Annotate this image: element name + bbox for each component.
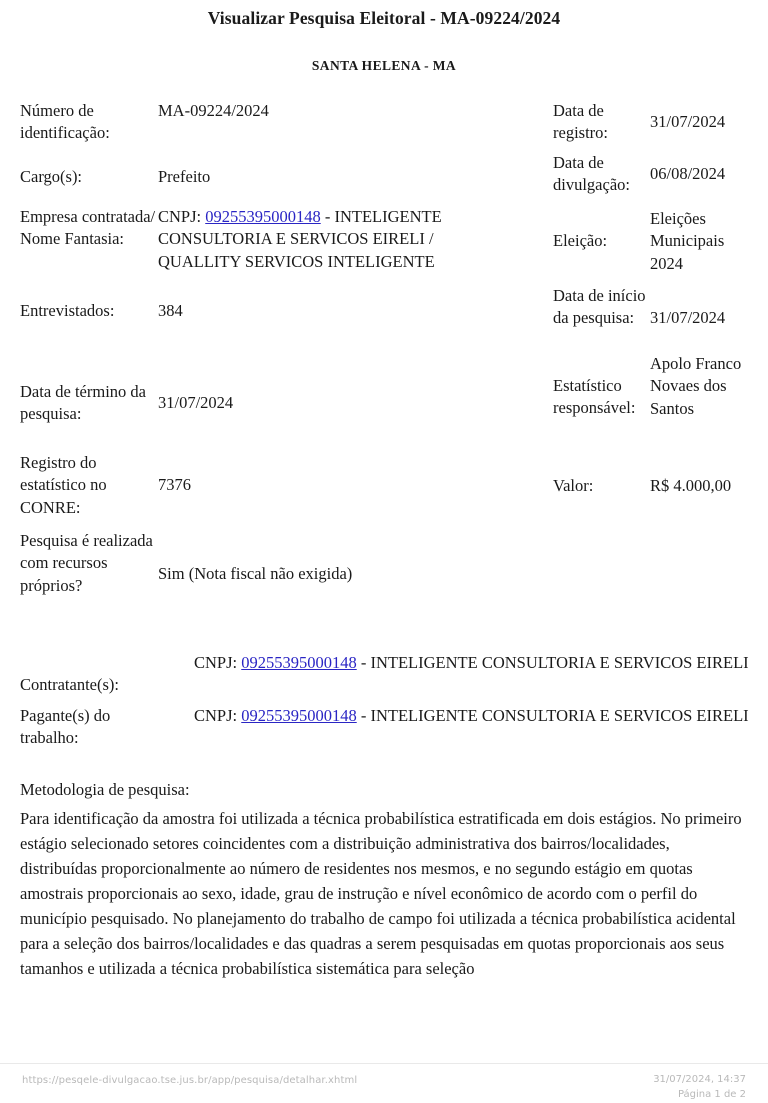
- field-valor: [553, 475, 758, 497]
- footer-meta: [653, 1073, 746, 1102]
- label-data-inicio: Data de início da pesquisa:: [553, 286, 646, 328]
- field-data-registro: [553, 100, 758, 145]
- value-contratante: [172, 652, 750, 674]
- field-data-termino: [20, 381, 520, 426]
- label-pagante: Pagante(s) do trabalho:: [20, 706, 111, 748]
- cnpj-prefix-contratante: CNPJ:: [194, 653, 242, 672]
- footer-timestamp: 31/07/2024, 14:37: [653, 1074, 746, 1085]
- value-valor: R$ 4.000,00: [650, 476, 732, 495]
- value-recursos-proprios: Sim (Nota fiscal não exigida): [158, 564, 353, 583]
- methodology-body: Para identificação da amostra foi utilizada a técnica probabilística estratificada em dois estágios. No primeiro estágio selecionado setores coincidentes com a distribuição administrativa dos bairros/localidades, distribuídas proporcionalmente ao número de residentes nos mesmos, e no segundo estágio em quotas amostrais proporcionais ao sexo, idade, grau de instrução e nível econômico de acordo com o perfil do município pesquisado. No planejamento do trabalho de campo foi utilizada a técnica probabilística acidental para a seleção dos bairros/localidades e das quadras a serem pesquisadas em quotas proporcionais aos seus tamanhos e utilizada a técnica probabilística sistemática para seleção: [20, 809, 742, 979]
- value-data-inicio: 31/07/2024: [650, 308, 726, 327]
- field-empresa-contratada: [20, 206, 520, 273]
- value-empresa-contratada: [158, 206, 520, 273]
- label-numero-identificacao: Número de identificação:: [20, 101, 110, 143]
- methodology-title: Metodologia de pesquisa:: [20, 780, 190, 799]
- label-data-divulgacao: Data de divulgação:: [553, 153, 630, 195]
- value-estatistico-responsavel: Apolo Franco Novaes dos Santos: [650, 354, 742, 418]
- field-data-divulgacao: [553, 152, 758, 197]
- field-recursos-proprios: [20, 530, 520, 597]
- label-entrevistados: Entrevistados:: [20, 301, 115, 320]
- field-contratante: [20, 652, 750, 696]
- value-entrevistados: 384: [158, 301, 183, 320]
- value-data-registro: 31/07/2024: [650, 112, 726, 131]
- label-eleicao: Eleição:: [553, 231, 608, 250]
- label-contratante: Contratante(s):: [20, 675, 119, 694]
- value-pagante: [172, 705, 750, 727]
- field-registro-conre: [20, 452, 520, 519]
- value-data-termino: 31/07/2024: [158, 393, 234, 412]
- label-cargos: Cargo(s):: [20, 167, 83, 186]
- field-data-inicio: [553, 285, 758, 330]
- value-data-divulgacao: 06/08/2024: [650, 164, 726, 183]
- cnpj-prefix-empresa: CNPJ:: [158, 207, 206, 226]
- footer-page-number: Página 1 de 2: [677, 1088, 746, 1100]
- footer-divider: [0, 1063, 768, 1064]
- label-recursos-proprios: Pesquisa é realizada com recursos próprios?: [20, 531, 153, 595]
- label-valor: Valor:: [553, 476, 594, 495]
- page-subtitle: SANTA HELENA - MA: [311, 58, 457, 73]
- label-estatistico-responsavel: Estatístico responsável:: [553, 376, 636, 418]
- label-data-registro: Data de registro:: [553, 101, 608, 143]
- label-empresa-contratada: Empresa contratada/ Nome Fantasia:: [20, 207, 156, 249]
- label-data-termino: Data de término da pesquisa:: [20, 382, 146, 424]
- page-title: Visualizar Pesquisa Eleitoral - MA-09224/2024: [207, 8, 561, 28]
- field-cargos: [20, 166, 520, 188]
- label-registro-conre: Registro do estatístico no CONRE:: [20, 453, 107, 517]
- value-registro-conre: 7376: [158, 475, 191, 494]
- cnpj-link-contratante[interactable]: 09255395000148: [241, 653, 357, 672]
- value-cargos: Prefeito: [158, 167, 211, 186]
- field-estatistico-responsavel: [553, 353, 758, 420]
- cnpj-suffix-empresa: - INTELIGENTE CONSULTORIA E SERVICOS EIRELI / QUALLITY SERVICOS INTELIGENTE: [158, 207, 442, 271]
- cnpj-link-pagante[interactable]: 09255395000148: [241, 706, 357, 725]
- field-entrevistados: [20, 300, 520, 322]
- cnpj-suffix-pagante: - INTELIGENTE CONSULTORIA E SERVICOS EIRELI: [356, 706, 749, 725]
- value-numero-identificacao: MA-09224/2024: [158, 101, 269, 120]
- cnpj-suffix-contratante: - INTELIGENTE CONSULTORIA E SERVICOS EIRELI: [356, 653, 749, 672]
- field-pagante: [20, 705, 750, 750]
- field-eleicao: [553, 208, 758, 275]
- footer-url: https://pesqele-divulgacao.tse.jus.br/app/pesquisa/detalhar.xhtml: [22, 1075, 358, 1086]
- field-numero-identificacao: [20, 100, 520, 145]
- value-eleicao: Eleições Municipais 2024: [650, 209, 725, 273]
- cnpj-link-empresa[interactable]: 09255395000148: [205, 207, 321, 226]
- cnpj-prefix-pagante: CNPJ:: [194, 706, 242, 725]
